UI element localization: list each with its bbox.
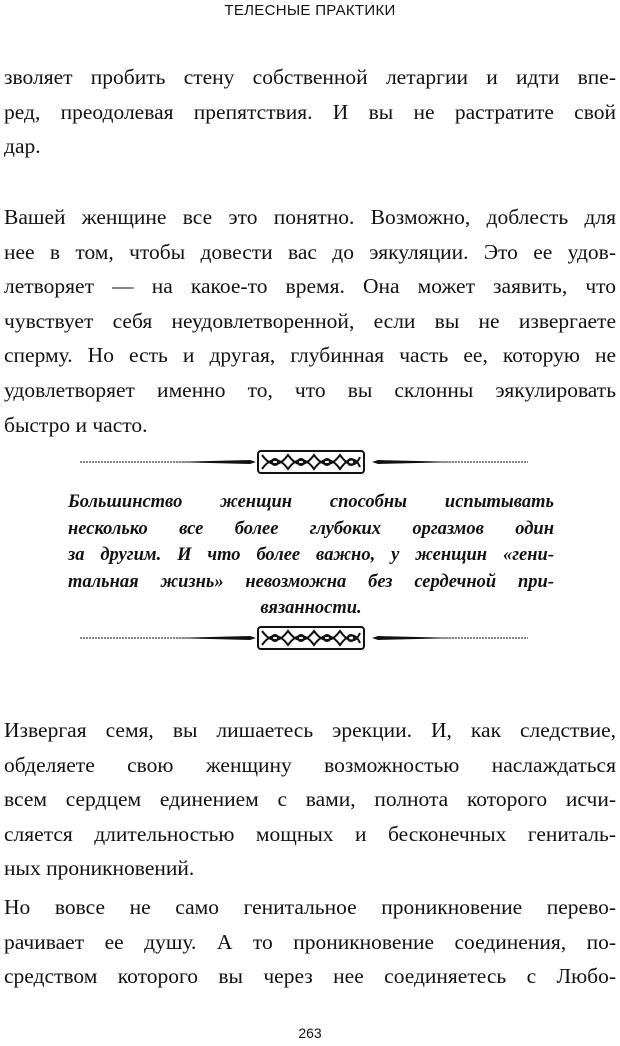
text-line: ных проникновений. <box>4 856 195 881</box>
paragraph-2 <box>4 200 616 442</box>
text-line: нее в том, чтобы довести вас до эякуляции. Это ее удов- <box>4 239 616 264</box>
text-line: чувствует себя неудовлетворенной, если вы не извергаете <box>4 308 616 333</box>
quote-line: несколько все более глубоких оргазмов один <box>68 518 554 539</box>
ornament-left-rule <box>80 636 256 640</box>
running-header: ТЕЛЕСНЫЕ ПРАКТИКИ <box>224 2 396 19</box>
quote-line: за другим. И что более важно, у женщин «гени- <box>68 545 554 566</box>
paragraph-1 <box>4 60 616 164</box>
text-line: быстро и часто. <box>4 412 148 437</box>
text-line: удовлетворяет именно то, что вы склонны эякулировать <box>4 377 616 402</box>
page-number: 263 <box>298 1025 322 1041</box>
text-line: средством которого вы через нее соединяетесь с Любо- <box>4 964 616 989</box>
ornament-right-rule <box>372 636 528 640</box>
text-line: дар. <box>4 134 41 159</box>
paragraph-3 <box>4 713 616 886</box>
text-line: Но вовсе не само генитальное проникновение перево- <box>4 895 616 919</box>
text-line: Вашей женщине все это понятно. Возможно, доблесть для <box>4 205 616 229</box>
text-line: сперму. Но есть и другая, глубинная часть ее, которую не <box>4 343 616 368</box>
text-line: ред, преодолевая препятствия. И вы не растратите свой <box>4 99 616 124</box>
text-line: всем сердцем единением с вами, полнота которого исчи- <box>4 787 616 812</box>
quote-line: Большинство женщин способны испытывать <box>68 492 554 512</box>
quote-line: вязанности. <box>260 598 362 619</box>
ornament-left-rule <box>80 460 256 464</box>
quote-line: тальная жизнь» невозможна без сердечной при- <box>68 571 554 592</box>
paragraph-4 <box>4 890 616 994</box>
text-line: летворяет — на какое-то время. Она может заявить, что <box>4 274 616 299</box>
text-line: обделяете свою женщину возможностью наслаждаться <box>4 752 616 777</box>
text-line: рачивает ее душу. А то проникновение соединения, по- <box>4 929 616 954</box>
text-line: сляется длительностью мощных и бесконечных гениталь- <box>4 821 616 846</box>
text-line: зволяет пробить стену собственной летаргии и идти впе- <box>4 65 616 89</box>
ornament-knot <box>258 627 364 649</box>
ornament-right-rule <box>372 460 528 464</box>
celtic-knot-icon <box>80 621 528 655</box>
ornament-knot <box>258 451 364 473</box>
text-line: Извергая семя, вы лишаетесь эрекции. И, как следствие, <box>4 718 616 742</box>
pull-quote <box>68 489 554 622</box>
celtic-knot-icon <box>80 445 528 479</box>
